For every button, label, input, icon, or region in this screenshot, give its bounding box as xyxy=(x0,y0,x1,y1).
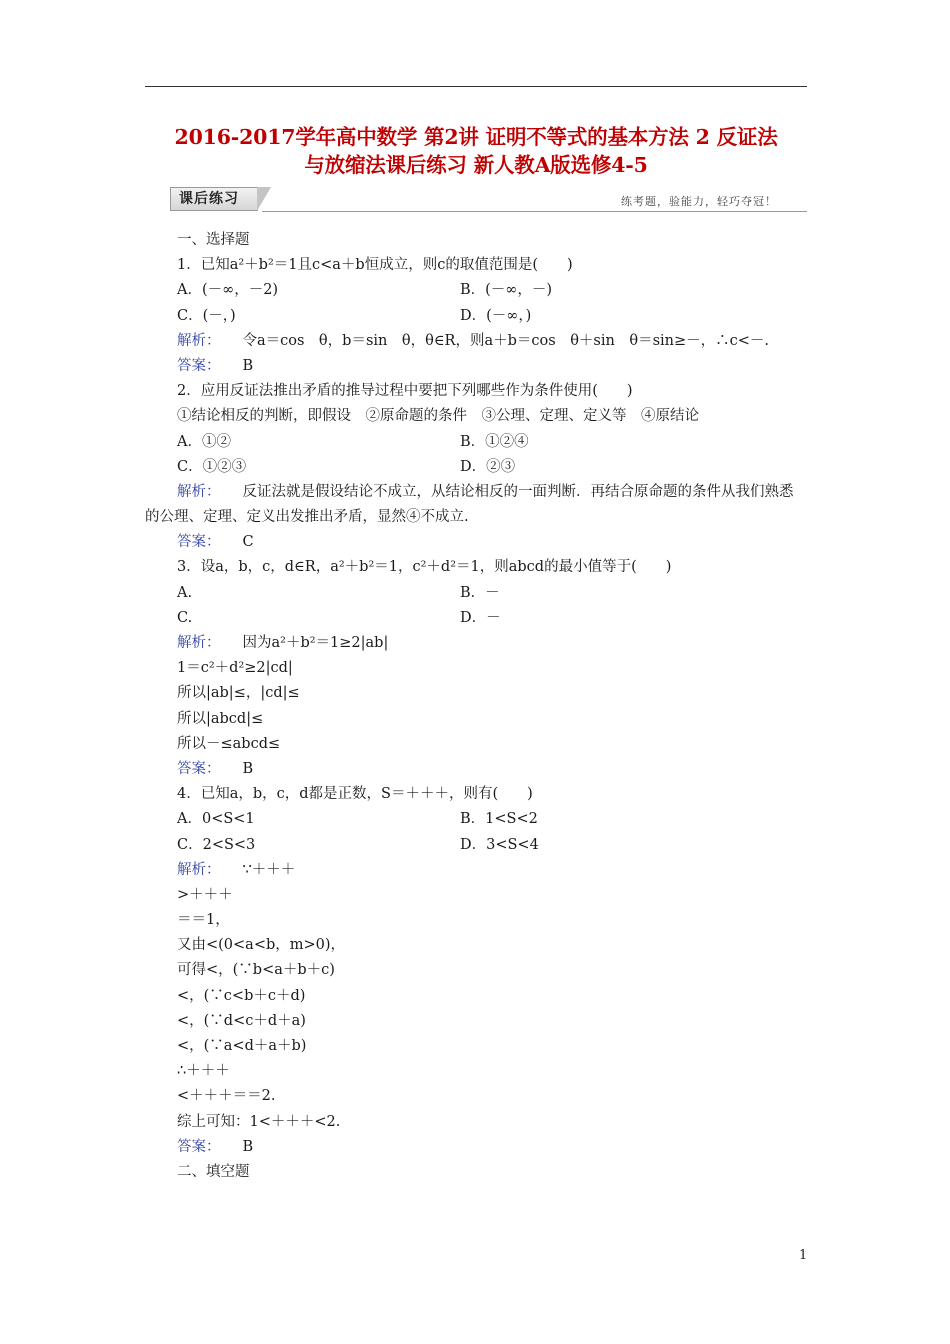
line-text: <，(∵a<d＋a＋b) xyxy=(177,1038,307,1055)
choice-options-row xyxy=(145,455,807,480)
answer-line xyxy=(145,1135,807,1160)
choice-options-row xyxy=(145,581,807,606)
banner-divider xyxy=(262,211,807,212)
choice-option: D．3<S<4 xyxy=(460,836,539,853)
choice-option: B．①②④ xyxy=(460,433,529,450)
line-text: 反证法就是假设结论不成立，从结论相反的一面判断．再结合原命题的条件从我们熟悉的公理、定理、定义出发推出矛盾，显然④不成立. xyxy=(145,483,794,526)
text-line xyxy=(145,555,807,580)
choice-option: A．0<S<1 xyxy=(177,811,255,828)
line-text: 1．已知a²＋b²＝1且c<a＋b恒成立，则c的取值范围是( ) xyxy=(177,257,573,274)
choice-option: A. xyxy=(177,584,193,601)
page-title xyxy=(145,123,807,179)
text-line xyxy=(145,1110,807,1135)
line-text: B xyxy=(242,760,254,777)
text-line xyxy=(145,933,807,958)
answer-line xyxy=(145,757,807,782)
line-text: 令a＝cos θ，b＝sin θ，θ∈R，则a＋b＝cos θ＋sin θ＝sin≥－，∴c<－. xyxy=(242,332,770,349)
line-text: 可得<，(∵b<a＋b＋c) xyxy=(177,962,335,979)
line-text: 一、选择题 xyxy=(177,232,250,248)
text-line xyxy=(145,656,807,681)
line-text: 所以|abcd|≤ xyxy=(177,710,264,727)
line-text: 4．已知a，b，c，d都是正数，S＝＋＋＋，则有( ) xyxy=(177,786,533,803)
choice-options-row xyxy=(145,304,807,329)
solution-label: 解析： xyxy=(177,861,221,878)
line-text: ∴＋＋＋ xyxy=(177,1063,230,1080)
title-line-2: 与放缩法课后练习 新人教A版选修4-5 xyxy=(304,153,648,177)
text-line xyxy=(145,1160,807,1185)
section-banner xyxy=(170,187,807,213)
choice-options-row xyxy=(145,833,807,858)
choice-option: C. xyxy=(177,609,193,626)
choice-option: A．(－∞，－2) xyxy=(177,282,279,299)
exercise-content xyxy=(145,228,807,1185)
answer-label: 答案： xyxy=(177,357,221,374)
text-line xyxy=(145,228,807,253)
text-line xyxy=(145,732,807,757)
choice-option: C．①②③ xyxy=(177,458,247,475)
line-text: 1＝c²＋d²≥2|cd| xyxy=(177,660,293,677)
solution-label: 解析： xyxy=(177,332,221,349)
banner-tag: 课后练习 xyxy=(170,187,258,211)
answer-label: 答案： xyxy=(177,534,221,551)
line-text: <＋＋＋＝＝2. xyxy=(177,1088,276,1105)
text-line xyxy=(145,984,807,1009)
title-line-1: 2016-2017学年高中数学 第2讲 证明不等式的基本方法 2 反证法 xyxy=(174,125,778,149)
top-rule xyxy=(145,86,807,87)
choice-option: B．(－∞，－) xyxy=(460,282,553,299)
line-text: C xyxy=(242,534,254,551)
line-text: 因为a²＋b²＝1≥2|ab| xyxy=(242,635,389,652)
answer-label: 答案： xyxy=(177,1138,221,1155)
page-number: 1 xyxy=(799,1248,808,1263)
line-text: 综上可知：1<＋＋＋<2. xyxy=(177,1113,341,1130)
line-text: B xyxy=(242,357,254,374)
line-text: B xyxy=(242,1138,254,1155)
text-line xyxy=(145,681,807,706)
line-text: ∵＋＋＋ xyxy=(242,861,296,878)
choice-option: B．－ xyxy=(460,584,500,601)
line-text: 又由<(0<a<b，m>0)， xyxy=(177,937,346,954)
choice-options-row xyxy=(145,278,807,303)
line-text: >＋＋＋ xyxy=(177,886,233,903)
choice-options-row xyxy=(145,606,807,631)
choice-option: C．(－，) xyxy=(177,307,236,324)
solution-label: 解析： xyxy=(177,635,221,652)
answer-label: 答案： xyxy=(177,760,221,777)
line-text: 3．设a，b，c，d∈R，a²＋b²＝1，c²＋d²＝1，则abcd的最小值等于( ) xyxy=(177,559,672,576)
line-text: 所以－≤abcd≤ xyxy=(177,735,281,752)
line-text: 所以|ab|≤，|cd|≤ xyxy=(177,685,300,702)
choice-options-row xyxy=(145,430,807,455)
answer-line xyxy=(145,354,807,379)
choice-option: D．－ xyxy=(460,609,501,626)
text-line xyxy=(145,1009,807,1034)
text-line xyxy=(145,707,807,732)
line-text: 2．应用反证法推出矛盾的推导过程中要把下列哪些作为条件使用( ) xyxy=(177,383,633,400)
choice-option: C．2<S<3 xyxy=(177,836,256,853)
text-line xyxy=(145,1034,807,1059)
line-text: ①结论相反的判断，即假设 ②原命题的条件 ③公理、定理、定义等 ④原结论 xyxy=(177,408,699,425)
solution-line xyxy=(145,480,807,530)
banner-slogan: 练考题，验能力，轻巧夺冠！ xyxy=(621,195,777,208)
text-line xyxy=(145,1084,807,1109)
solution-line xyxy=(145,858,807,883)
solution-label: 解析： xyxy=(177,483,221,500)
line-text: 二、填空题 xyxy=(177,1163,250,1180)
solution-line xyxy=(145,329,807,354)
choice-option: D．(－∞，) xyxy=(460,307,532,324)
choice-option: A．①② xyxy=(177,433,231,450)
choice-options-row xyxy=(145,807,807,832)
text-line xyxy=(145,253,807,278)
line-text: <，(∵d<c＋d＋a) xyxy=(177,1012,306,1029)
text-line xyxy=(145,883,807,908)
text-line xyxy=(145,908,807,933)
line-text: <，(∵c<b＋c＋d) xyxy=(177,987,306,1004)
answer-line xyxy=(145,530,807,555)
text-line xyxy=(145,379,807,404)
solution-line xyxy=(145,631,807,656)
text-line xyxy=(145,782,807,807)
text-line xyxy=(145,1059,807,1084)
line-text: ＝＝1， xyxy=(177,912,230,929)
text-line xyxy=(145,958,807,983)
choice-option: D．②③ xyxy=(460,458,516,475)
text-line xyxy=(145,404,807,429)
choice-option: B．1<S<2 xyxy=(460,811,538,828)
